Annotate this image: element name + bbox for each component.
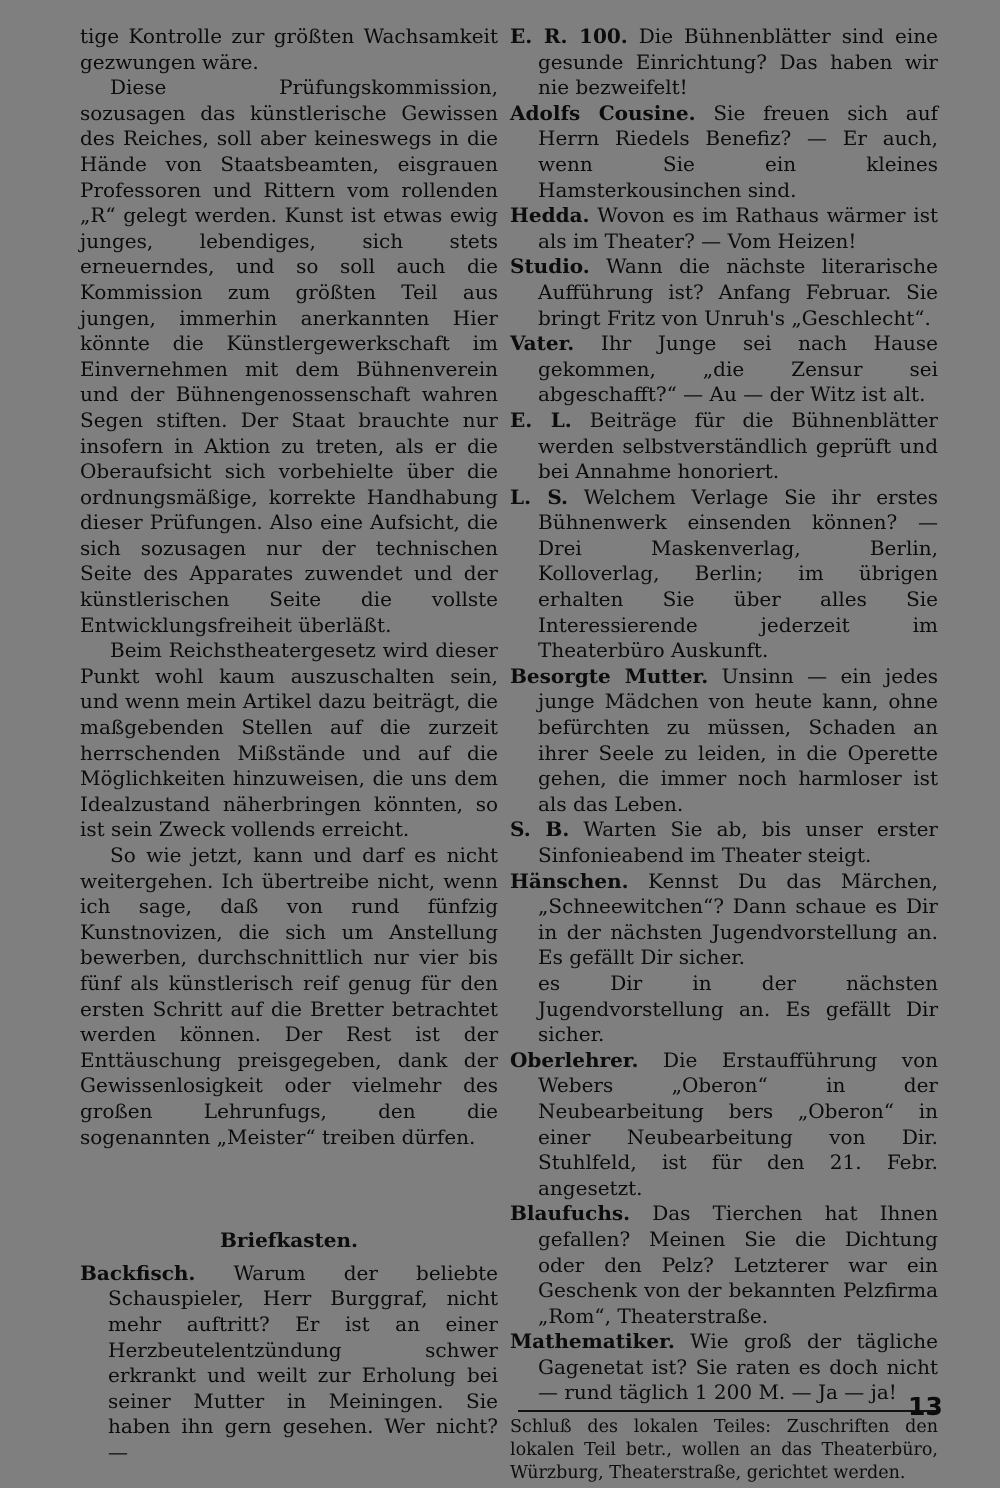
letter-entry [510,1201,938,1329]
briefkasten-heading: Briefkasten. [220,1228,358,1253]
letter-entry [510,485,938,664]
entry-name: Hedda. [510,203,590,228]
letter-entry [510,1329,938,1406]
article-paragraph: So wie jetzt, kann und darf es nicht weitergehen. Ich übertreibe nicht, wenn ich sage, daß von rund fünfzig Kunstnovizen, die sich um Anstellung bewerben, durchschnittlich nur vier bis fünf als künstlerisch reif genug für den ersten Schritt auf die Bretter betrachtet werden können. Der Rest ist der Enttäuschung preisgegeben, dank der Gewissenlosigkeit oder vielmehr des großen Lehrunfugs, den die sogenannten „Meister“ treiben dürfen. [80,843,498,1149]
right-column [510,24,938,1485]
entry-text: Warten Sie ab, bis unser erster Sinfonieabend im Theater steigt. [538,817,938,867]
entry-name: S. B. [510,817,570,842]
entry-name: E. L. [510,407,572,432]
letter-entry [510,664,938,818]
entry-text: Unsinn — ein jedes junge Mädchen von heute kann, ohne befürchten zu müssen, Schaden an ihrer Seele zu leiden, in die Operette gehen, die immer noch harmloser ist als das Leben. [538,663,938,816]
entry-text: Wann die nächste literarische Aufführung ist? Anfang Februar. Sie bringt Fritz von Unruh's „Geschlecht“. [538,254,938,330]
entry-text: Die Erstaufführung von Webers „Oberon“ in der Neubearbeitung bers „Oberon“ in einer Neubearbeitung von Dir. Stuhlfeld, ist für den 21. Febr. angesetzt. [538,1047,938,1200]
letter-entry [510,817,938,868]
left-column [80,24,498,1465]
footer-note: Schluß des lokalen Teiles: Zuschriften den lokalen Teil betr., wollen an das Theaterbüro, Würzburg, Theaterstraße, gerichtet werden. [510,1417,938,1484]
repeated-lines: es Dir in der nächsten Jugendvorstellung an. Es gefällt Dir sicher. [538,970,938,1047]
letter-entry [510,869,938,971]
entry-text: Welchem Verlage Sie ihr erstes Bühnenwerk einsenden können? — Drei Maskenverlag, Berlin, Kolloverlag, Berlin; im übrigen erhalten Sie über alles Sie Interessierende jederzeit im Theaterbüro Auskunft. [538,484,939,663]
entry-name: Blaufuchs. [510,1201,631,1226]
article-paragraph: tige Kontrolle zur größten Wachsamkeit gezwungen wäre. [80,24,498,74]
letter-entry [510,254,938,331]
letter-entry [510,408,938,485]
letter-entry [80,1261,498,1466]
entry-name: Besorgte Mutter. [510,663,709,688]
letter-entry [510,24,938,101]
article-paragraph: Diese Prüfungskommission, sozusagen das künstlerische Gewissen des Reiches, soll aber keineswegs in die Hände von Staatsbeamten, eisgrauen Professoren und Rittern vom rollenden „R“ gelegt werden. Kunst ist etwas ewig junges, lebendiges, sich stets erneuerndes, und so soll auch die Kommission zum größten Teil aus jungen, immerhin anerkannten Hier könnte die Künstlergewerkschaft im Einvernehmen mit dem Bühnenverein und der Bühnengenossenschaft wahren Segen stiften. Der Staat brauchte nur insofern in Aktion zu treten, als er die Oberaufsicht sich vorbehielte über die ordnungsmäßige, korrekte Handhabung dieser Prüfungen. Also eine Aufsicht, die sich sozusagen nur der technischen Seite des Apparates zuwendet und der künstlerischen Seite die vollste Entwicklungsfreiheit überläßt. [80,75,498,637]
entry-name: Hänschen. [510,868,629,893]
letter-entry [510,101,938,203]
letter-entry [510,1048,938,1202]
entry-text: Beiträge für die Bühnenblätter werden selbstverständlich geprüft und bei Annahme honoriert. [538,407,938,484]
entry-name: E. R. 100. [510,24,628,48]
entry-name: Backfisch. [80,1260,196,1285]
entry-text: Das Tierchen hat Ihnen gefallen? Meinen Sie die Dichtung oder den Pelz? Letzterer war ein Geschenk von der bekannten Pelzfirma „Rom“, Theaterstraße. [538,1201,938,1328]
article-paragraph: Beim Reichstheatergesetz wird dieser Punkt wohl kaum auszuschalten sein, und wenn mein Artikel dazu beiträgt, die maßgebenden Stellen auf die zurzeit herrschenden Mißstände und auf die Möglichkeiten hinzuweisen, die uns dem Idealzustand näherbringen könnten, so ist sein Zweck vollends erreicht. [80,638,498,842]
entry-text: Ihr Junge sei nach Hause gekommen, „die Zensur sei abgeschafft?“ — Au — der Witz ist alt. [538,331,938,407]
entry-name: Studio. [510,254,590,279]
entry-name: Vater. [510,331,575,356]
entry-name: L. S. [510,484,569,509]
letter-entry [510,203,938,254]
entry-text: Sie freuen sich auf Herrn Riedels Benefiz? — Er auch, wenn Sie ein kleines Hamsterkousinchen sind. [538,100,938,202]
entry-name: Adolfs Cousine. [510,100,696,125]
page-number: 13 [908,1392,943,1421]
entry-text: Die Bühnenblätter sind eine gesunde Einrichtung? Das haben wir nie bezweifelt! [538,24,939,100]
letter-entry [510,331,938,408]
entry-text: Wovon es im Rathaus wärmer ist als im Theater? — Vom Heizen! [538,203,938,253]
entry-name: Oberlehrer. [510,1047,639,1072]
entry-text: Warum der beliebte Schauspieler, Herr Burggraf, nicht mehr auftritt? Er ist an einer Herzbeutelentzündung schwer erkrankt und weilt zur Erholung bei seiner Mutter in Meiningen. Sie haben ihn gern gesehen. Wer nicht? — [108,1260,498,1464]
entry-text: Kennst Du das Märchen, „Schneewitchen“? Dann schaue es Dir in der nächsten Jugendvorstellung an. Es gefällt Dir sicher. [538,868,938,970]
entry-text: Wie groß der tägliche Gagenetat ist? Sie raten es doch nicht — rund täglich 1 200 M. — Ja — ja! [538,1329,938,1405]
entry-name: Mathematiker. [510,1329,675,1354]
divider-rule [518,1410,938,1412]
